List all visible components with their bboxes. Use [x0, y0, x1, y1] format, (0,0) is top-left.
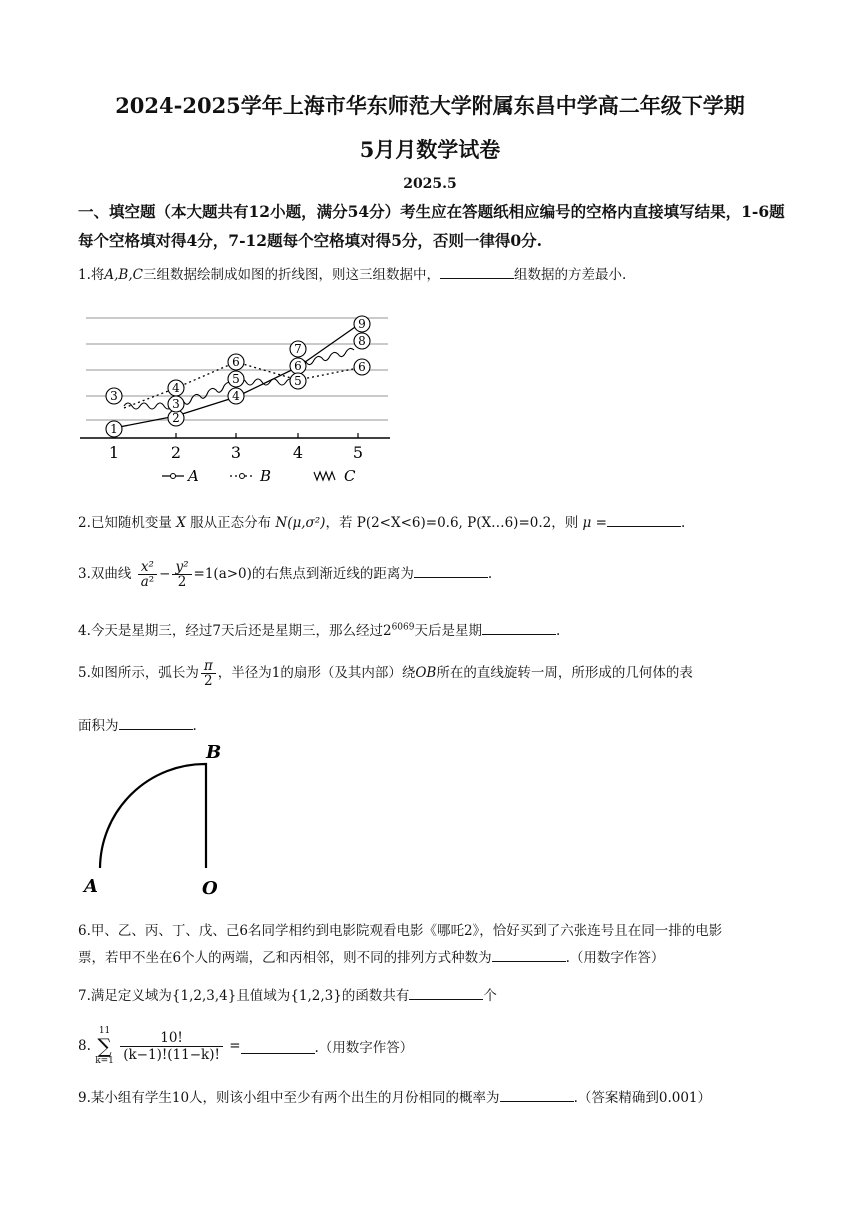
label-B-6: 6 [232, 355, 240, 369]
point-A: A [84, 876, 98, 897]
legend-A: A [188, 467, 199, 485]
point-B: B [206, 742, 222, 763]
question-7: 7.满足定义域为{1,2,3,4}且值域为{1,2,3}的函数共有 个 [78, 984, 497, 1004]
question-3: 3.双曲线 $\frac{\text{x²}}{\text{a²}}$ − $\frac{\text{y²}}{2}$ =1(a>0)的右焦点到渐近线的距离为 . [78, 559, 493, 590]
label-A-4: 4 [232, 389, 240, 403]
figure-5-sector [80, 742, 230, 902]
figure-1-chart [80, 308, 400, 488]
question-8: 8. 11 ∑ k=1 $\frac{10!}{(k-1)!(11-k)!}$ = .（用数字作答） [78, 1026, 414, 1066]
x-tick-2: 2 [170, 443, 182, 462]
x-tick-4: 4 [292, 443, 304, 462]
label-B-6b: 6 [358, 360, 366, 374]
label-C-7: 7 [294, 342, 302, 356]
label-C-5: 5 [232, 372, 240, 386]
label-C-8: 8 [358, 334, 366, 348]
section1-heading: 一、填空题（本大题共有12小题，满分54分）考生应在答题纸相应编号的空格内直接填写结果，1-6题每个空格填对得4分，7-12题每个空格填对得5分，否则一律得0分. [78, 202, 785, 250]
question-6-line1: 6.甲、乙、丙、丁、戊、己6名同学相约到电影院观看电影《哪吒2》，恰好买到了六张连号且在同一排的电影 [78, 923, 723, 939]
legend-B: B [260, 467, 272, 485]
label-A-2: 2 [172, 411, 180, 425]
exam-title-line1: 2024-2025学年上海市华东师范大学附属东昌中学高二年级下学期 [115, 93, 745, 118]
question-5-line2: 面积为 . [78, 714, 197, 734]
label-A-6: 6 [294, 359, 302, 373]
question-1: 1.将A,B,C三组数据绘制成如图的折线图，则这三组数据中， 组数据的方差最小. [78, 263, 626, 283]
label-C-3: 3 [172, 397, 180, 411]
label-B-5: 5 [294, 374, 302, 388]
x-tick-5: 5 [352, 443, 364, 462]
label-B-3: 3 [110, 389, 118, 403]
label-B-4: 4 [172, 381, 180, 395]
exam-date: 2025.5 [403, 176, 457, 192]
x-tick-3: 3 [230, 443, 242, 462]
point-O: O [202, 878, 218, 899]
question-6-line2: 票，若甲不坐在6个人的两端，乙和丙相邻，则不同的排列方式种数为 .（用数字作答） [78, 946, 664, 966]
question-5: 5.如图所示，弧长为 $\frac{\pi}{2}$ ，半径为1的扇形（及其内部）绕OB所在的直线旋转一周，所形成的几何体的表 [78, 658, 693, 689]
label-A-1: 1 [110, 422, 118, 436]
question-2: 2.已知随机变量 X 服从正态分布 N(μ,σ²)，若 P(2<X<6)=0.6, P(X…6)=0.2，则 μ = . [78, 511, 685, 531]
legend-C: C [344, 467, 356, 485]
exam-title-line2: 5月月数学试卷 [359, 137, 501, 162]
label-A-9: 9 [358, 317, 366, 331]
question-4: 4.今天是星期三，经过7天后还是星期三，那么经过$2^{6069}$天后是星期 . [78, 619, 560, 639]
x-tick-1: 1 [108, 443, 120, 462]
sigma-sum: 11 ∑ k=1 [95, 1026, 114, 1066]
question-9: 9.某小组有学生10人，则该小组中至少有两个出生的月份相同的概率为 .（答案精确到0.001） [78, 1086, 711, 1106]
